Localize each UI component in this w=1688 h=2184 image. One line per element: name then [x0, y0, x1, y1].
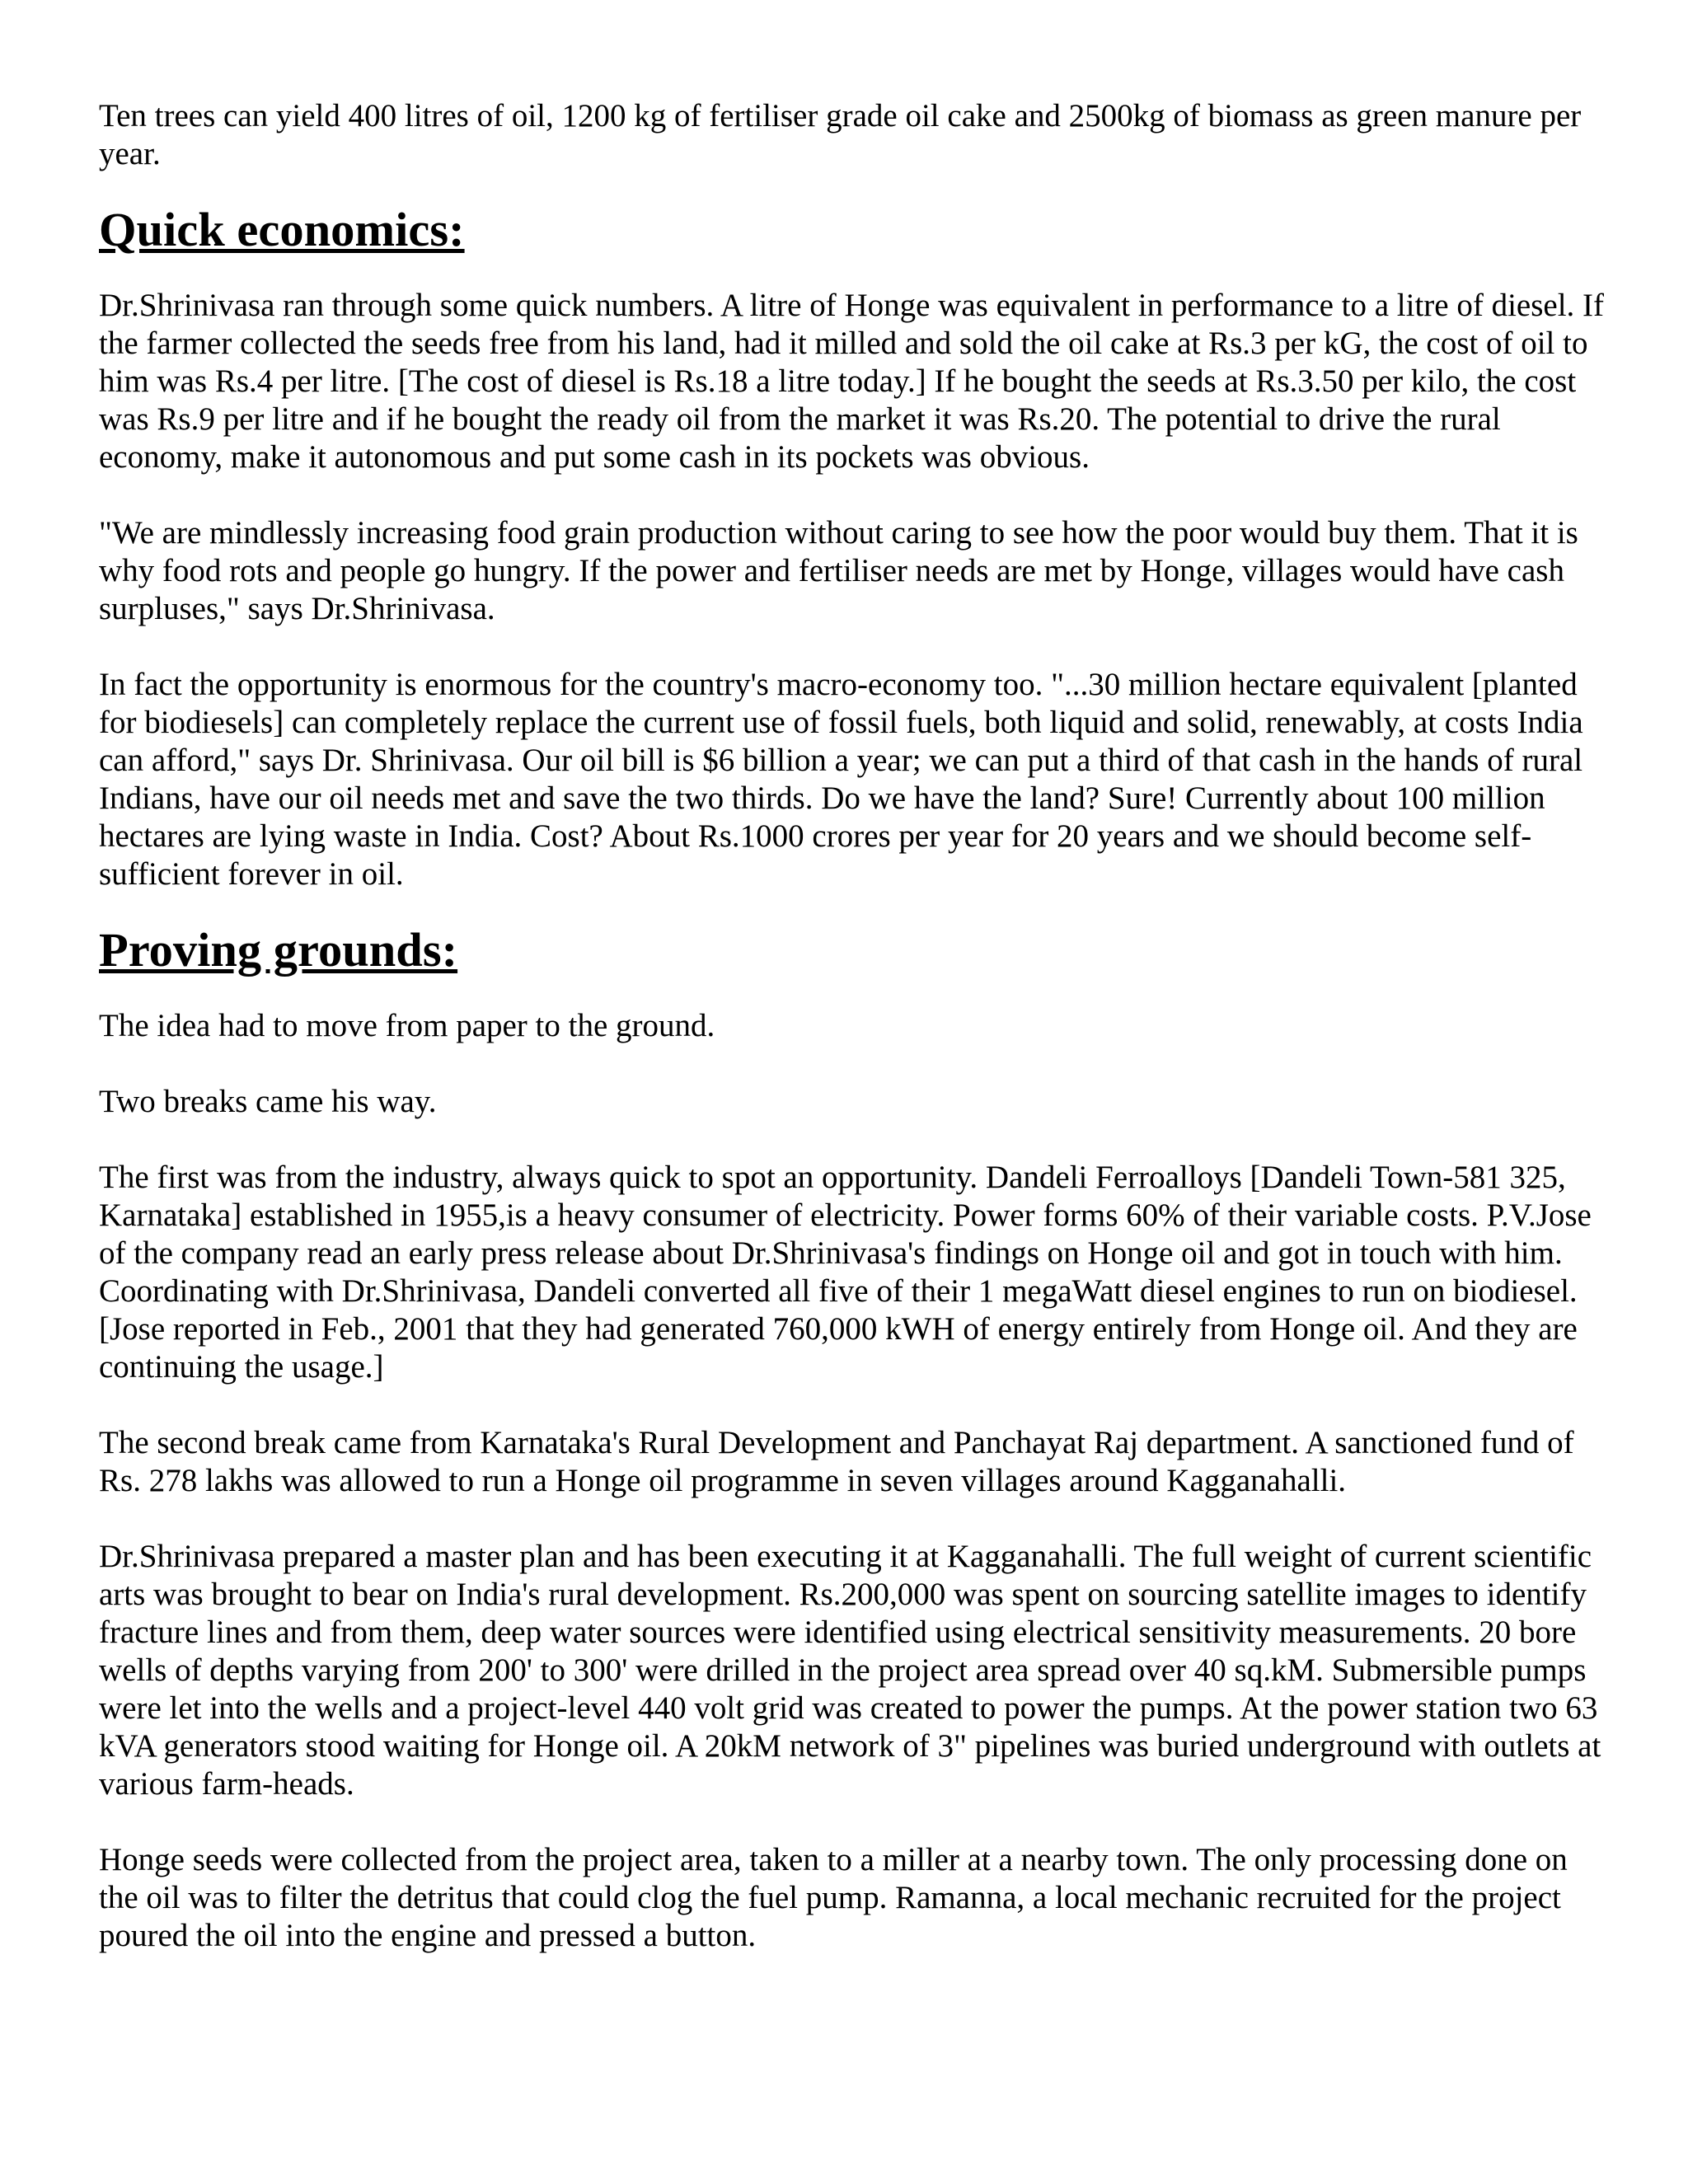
document-page [99, 97, 1607, 1993]
paragraph-quick-numbers: Dr.Shrinivasa ran through some quick numbers. A litre of Honge was equivalent in performance to a litre of diesel. If the farmer collected the seeds free from his land, had it milled and sold the oil cake at Rs.3 per kG, the cost of oil to him was Rs.4 per litre. [The cost of diesel is Rs.18 a litre today.] If he bought the seeds at Rs.3.50 per kilo, the cost was Rs.9 per litre and if he bought the ready oil from the market it was Rs.20. The potential to drive the rural economy, make it autonomous and put some cash in its pockets was obvious. [99, 288, 1605, 475]
paragraph-second-break: The second break came from Karnataka's Rural Development and Panchayat Raj department. A sanctioned fund of Rs. 278 lakhs was allowed to run a Honge oil programme in seven villages around Kagganahalli. [99, 1425, 1574, 1498]
paragraph-first-break: The first was from the industry, always quick to spot an opportunity. Dandeli Ferroalloys [Dandeli Town-581 325, Karnataka] established in 1955,is a heavy consumer of electricity. Power forms 60% of their variable costs. P.V.Jose of the company read an early press release about Dr.Shrinivasa's findings on Honge oil and got in touch with him. Coordinating with Dr.Shrinivasa, Dandeli converted all five of their 1 megaWatt diesel engines to run on biodiesel. [Jose reported in Feb., 2001 that they had generated 760,000 kWH of energy entirely from Honge oil. And they are continuing the usage.] [99, 1160, 1592, 1385]
paragraph-tree-yield: Ten trees can yield 400 litres of oil, 1200 kg of fertiliser grade oil cake and 2500kg of biomass as green manure per year. [99, 98, 1582, 171]
paragraph-two-breaks: Two breaks came his way. [99, 1084, 437, 1119]
paragraph-macro-economy: In fact the opportunity is enormous for the country's macro-economy too. "...30 million hectare equivalent [planted for biodiesels] can completely replace the current use of fossil fuels, both liquid and solid, renewably, at costs India can afford," says Dr. Shrinivasa. Our oil bill is $6 billion a year; we can put a third of that cash in the hands of rural Indians, have our oil needs met and save the two thirds. Do we have the land? Sure! Currently about 100 million hectares are lying waste in India. Cost? About Rs.1000 crores per year for 20 years and we should become self-sufficient forever in oil. [99, 667, 1583, 892]
paragraph-idea-to-ground: The idea had to move from paper to the ground. [99, 1008, 715, 1043]
heading-proving-grounds: Proving grounds: [99, 923, 458, 977]
paragraph-honge-seeds: Honge seeds were collected from the project area, taken to a miller at a nearby town. The only processing done on the oil was to filter the detritus that could clog the fuel pump. Ramanna, a local mechanic recruited for the project poured the oil into the engine and pressed a button. [99, 1842, 1568, 1953]
paragraph-food-grain-quote: "We are mindlessly increasing food grain production without caring to see how the poor would buy them. That it is why food rots and people go hungry. If the power and fertiliser needs are met by Honge, villages would have cash surpluses," says Dr.Shrinivasa. [99, 515, 1578, 626]
paragraph-master-plan: Dr.Shrinivasa prepared a master plan and has been executing it at Kagganahalli. The full weight of current scientific arts was brought to bear on India's rural development. Rs.200,000 was spent on sourcing satellite images to identify fracture lines and from them, deep water sources were identified using electrical sensitivity measurements. 20 bore wells of depths varying from 200' to 300' were drilled in the project area spread over 40 sq.kM. Submersible pumps were let into the wells and a project-level 440 volt grid was created to power the pumps. At the power station two 63 kVA generators stood waiting for Honge oil. A 20kM network of 3" pipelines was buried underground with outlets at various farm-heads. [99, 1539, 1601, 1802]
heading-quick-economics: Quick economics: [99, 203, 465, 256]
